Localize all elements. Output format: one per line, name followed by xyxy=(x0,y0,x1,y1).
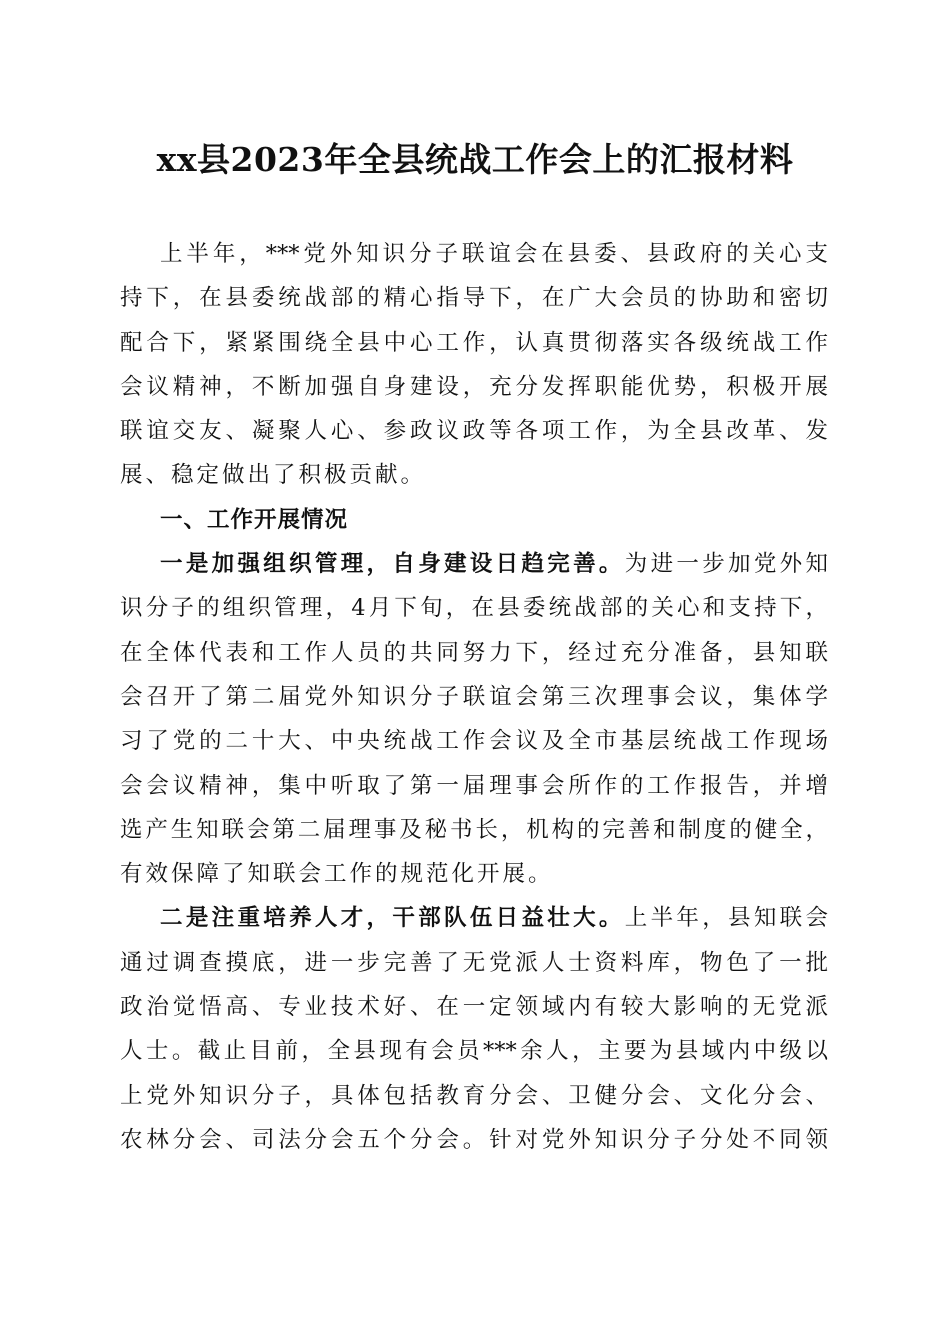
text-line: 联谊交友、凝聚人心、参政议政等各项工作，为全县改革、发 xyxy=(120,418,828,445)
text-line: 会议精神，不断加强自身建设，充分发挥职能优势，积极开展 xyxy=(120,373,828,400)
paragraph-lead-rest: 上半年，县知联会 xyxy=(624,905,828,932)
text-line: 展、稳定做出了积极贡献。 xyxy=(120,462,427,489)
text-line: 会会议精神，集中听取了第一届理事会所作的工作报告，并增 xyxy=(120,772,828,799)
text-line: 识分子的组织管理，4月下旬，在县委统战部的关心和支持下， xyxy=(120,595,828,622)
text-line: 习了党的二十大、中央统战工作会议及全市基层统战工作现场 xyxy=(120,728,828,755)
section-heading: 一、工作开展情况 xyxy=(160,506,349,533)
text-line: 政治觉悟高、专业技术好、在一定领域内有较大影响的无党派 xyxy=(120,994,828,1021)
document-body xyxy=(120,232,828,1162)
paragraph-lead-rest: 为进一步加党外知 xyxy=(624,551,828,578)
text-line: 上党外知识分子，具体包括教育分会、卫健分会、文化分会、 xyxy=(120,1082,828,1109)
paragraph-organization xyxy=(120,542,828,896)
text-line: 通过调查摸底，进一步完善了无党派人士资料库，物色了一批 xyxy=(120,949,828,976)
text-line xyxy=(120,896,828,940)
text-line: 人士。截止目前，全县现有会员***余人，主要为县域内中级以 xyxy=(120,1038,828,1065)
text-line: 上半年，***党外知识分子联谊会在县委、县政府的关心支 xyxy=(160,241,828,267)
paragraph-lead: 一是加强组织管理，自身建设日趋完善。 xyxy=(160,551,625,578)
text-line: 在全体代表和工作人员的共同努力下，经过充分准备，县知联 xyxy=(120,639,828,666)
text-line: 有效保障了知联会工作的规范化开展。 xyxy=(120,861,554,888)
text-line: 持下，在县委统战部的精心指导下，在广大会员的协助和密切 xyxy=(120,285,828,312)
paragraph-talent xyxy=(120,896,828,1162)
text-line: 配合下，紧紧围绕全县中心工作，认真贯彻落实各级统战工作 xyxy=(120,329,828,356)
document-title: xx县2023年全县统战工作会上的汇报材料 xyxy=(156,140,794,179)
text-line xyxy=(120,542,828,586)
text-line: 会召开了第二届党外知识分子联谊会第三次理事会议，集体学 xyxy=(120,683,828,710)
text-line: 农林分会、司法分会五个分会。针对党外知识分子分处不同领 xyxy=(120,1126,828,1153)
paragraph-lead: 二是注重培养人才，干部队伍日益壮大。 xyxy=(160,905,625,932)
text-line: 选产生知联会第二届理事及秘书长，机构的完善和制度的健全， xyxy=(120,816,828,843)
intro-paragraph xyxy=(120,232,828,498)
